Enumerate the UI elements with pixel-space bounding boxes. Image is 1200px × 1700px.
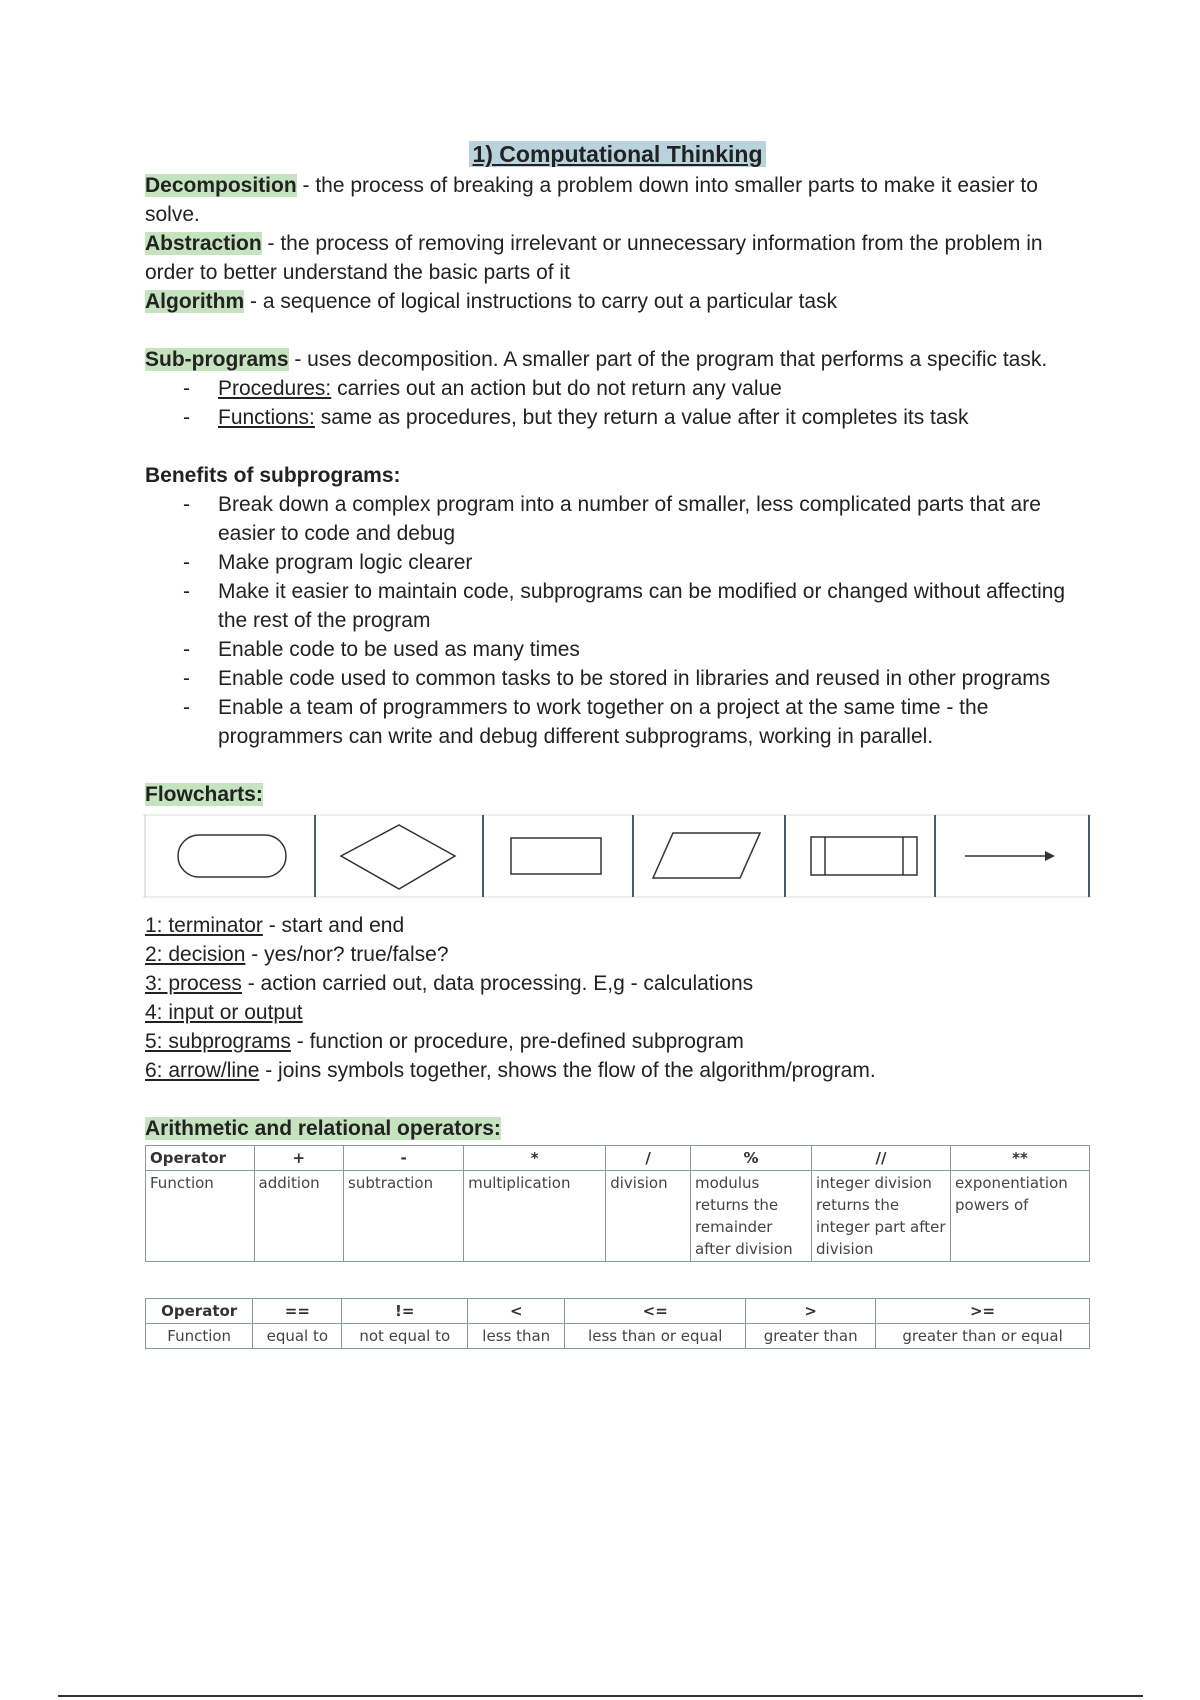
- definition-abstraction: Abstraction - the process of removing irrelevant or unnecessary information from the problem in order to better understand the basic parts of it: [145, 232, 1043, 284]
- table-row: Operator == != < <= > >=: [146, 1299, 1090, 1324]
- flowcharts-heading: Flowcharts:: [145, 783, 263, 806]
- list-item: - Make program logic clearer: [218, 548, 1090, 577]
- terminator-symbol: [178, 835, 286, 877]
- page-title: 1) Computational Thinking: [145, 140, 1090, 169]
- flowchart-symbols: [143, 813, 1091, 899]
- benefits-heading: Benefits of subprograms:: [145, 464, 401, 487]
- flowchart-item: 6: arrow/line - joins symbols together, shows the flow of the algorithm/program.: [145, 1059, 876, 1082]
- flowchart-item: 2: decision - yes/nor? true/false?: [145, 943, 449, 966]
- definition-algorithm: Algorithm - a sequence of logical instructions to carry out a particular task: [145, 290, 838, 313]
- subprogram-types-list: [145, 374, 1090, 432]
- flowchart-item: 5: subprograms - function or procedure, pre-defined subprogram: [145, 1030, 744, 1053]
- flowchart-item: 4: input or output: [145, 1001, 303, 1024]
- term-subprograms: Sub-programs: [145, 348, 289, 371]
- relational-operators-table: [145, 1298, 1090, 1349]
- list-item: - Enable code used to common tasks to be stored in libraries and reused in other programs: [218, 664, 1090, 693]
- flowchart-symbols-graphic: [143, 813, 1091, 899]
- term-algorithm: Algorithm: [145, 290, 245, 313]
- flowchart-item: 1: terminator - start and end: [145, 914, 405, 937]
- list-item: - Functions: same as procedures, but they return a value after it completes its task: [218, 403, 1090, 432]
- definition-subprograms: Sub-programs - uses decomposition. A smaller part of the program that performs a specific task.: [145, 348, 1048, 371]
- flowchart-item: 3: process - action carried out, data processing. E,g - calculations: [145, 972, 754, 995]
- operators-heading: Arithmetic and relational operators:: [145, 1117, 501, 1140]
- list-item: - Enable a team of programmers to work together on a project at the same time - the programmers can write and debug different subprograms, working in parallel.: [218, 693, 1090, 751]
- definition-decomposition: Decomposition - the process of breaking a problem down into smaller parts to make it easier to solve.: [145, 174, 1038, 226]
- benefits-list: [145, 490, 1090, 751]
- arithmetic-operators-table: [145, 1145, 1090, 1262]
- subprogram-symbol: [811, 837, 917, 875]
- term-abstraction: Abstraction: [145, 232, 262, 255]
- process-symbol: [511, 838, 601, 874]
- table-row: Function addition subtraction multiplication division modulus returns the remainder after division integer division returns the integer part after division exponentiation powers of: [146, 1171, 1090, 1262]
- table-row: Function equal to not equal to less than less than or equal greater than greater than or equal: [146, 1324, 1090, 1349]
- list-item: - Enable code to be used as many times: [218, 635, 1090, 664]
- input-output-symbol: [653, 833, 760, 878]
- list-item: - Procedures: carries out an action but do not return any value: [218, 374, 1090, 403]
- list-item: - Break down a complex program into a number of smaller, less complicated parts that are easier to code and debug: [218, 490, 1090, 548]
- list-item: - Make it easier to maintain code, subprograms can be modified or changed without affecting the rest of the program: [218, 577, 1090, 635]
- document-page: [145, 140, 1090, 1349]
- table-row: Operator + - * / % // **: [146, 1146, 1090, 1171]
- arrowhead-icon: [1045, 851, 1055, 861]
- page-bottom-rule: [58, 1695, 1143, 1697]
- term-decomposition: Decomposition: [145, 174, 297, 197]
- decision-symbol: [341, 825, 455, 889]
